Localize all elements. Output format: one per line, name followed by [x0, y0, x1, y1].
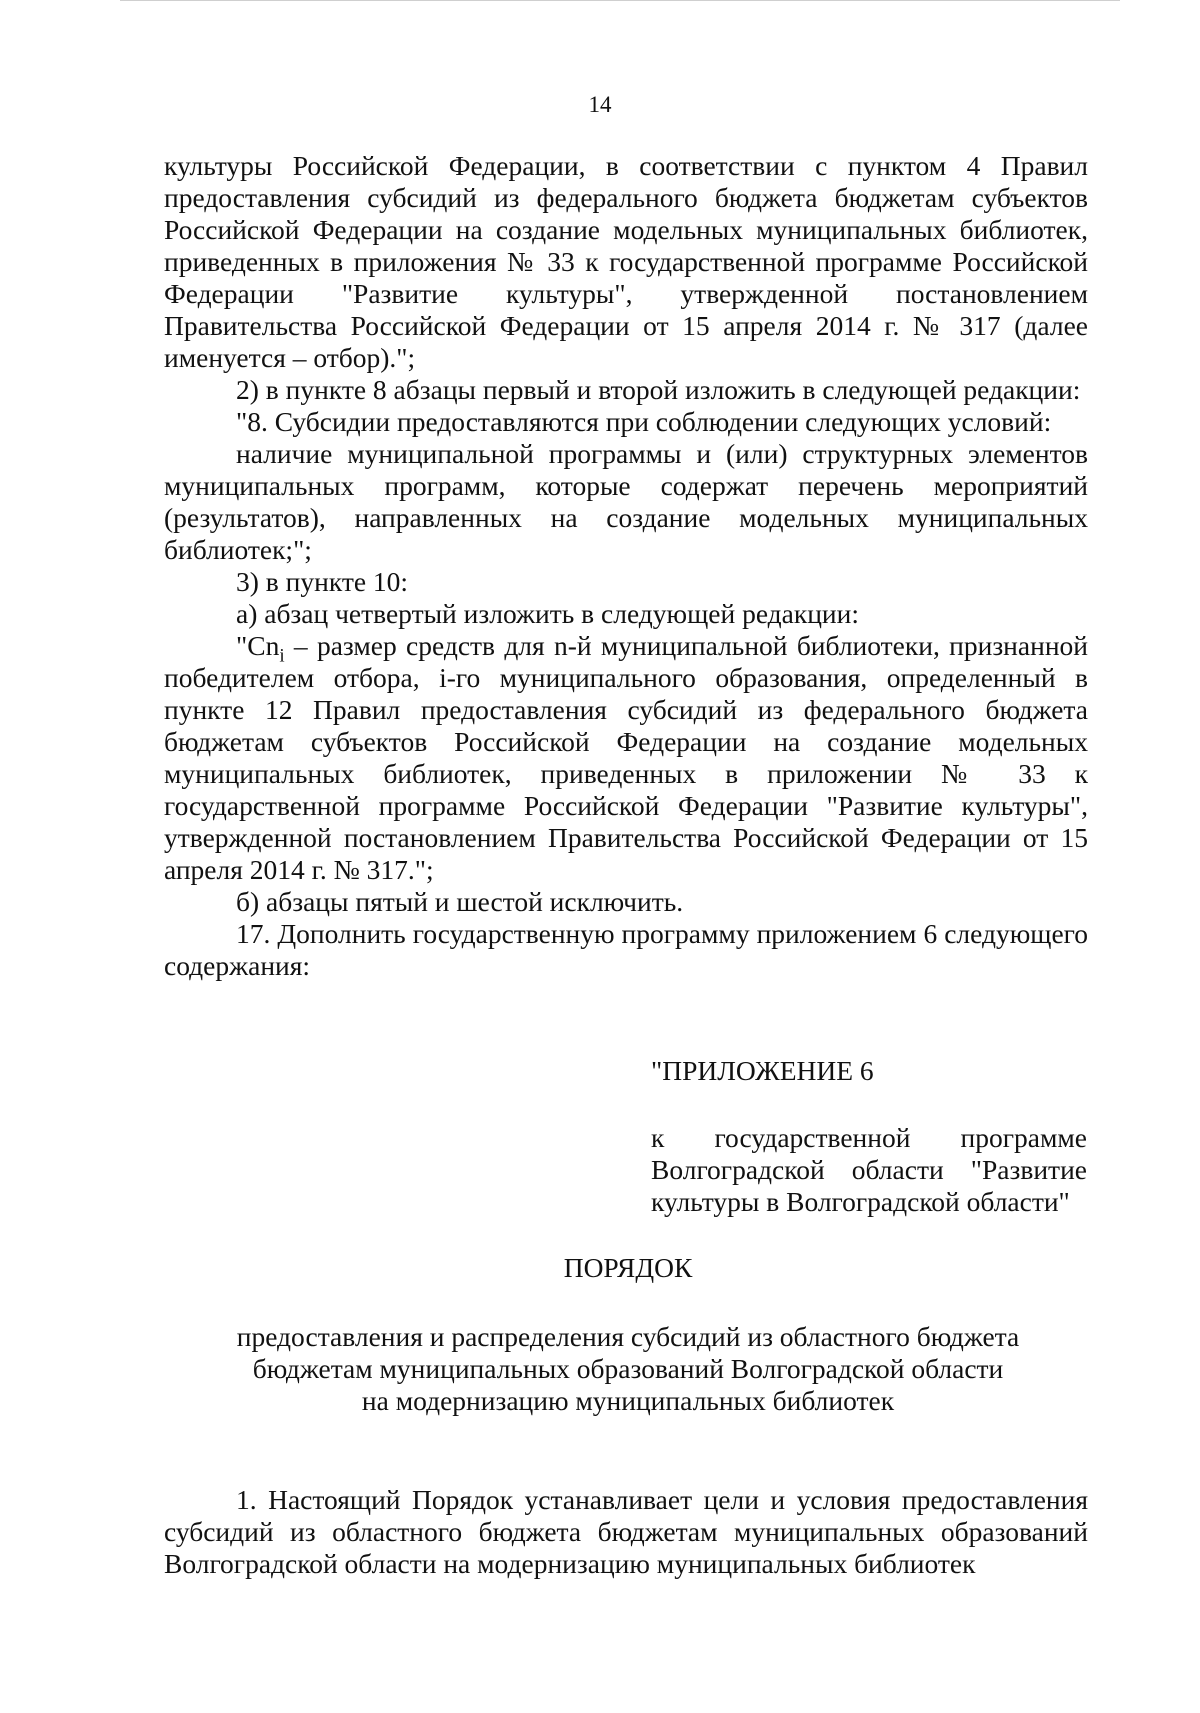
paragraph-item-3a: а) абзац четвертый изложить в следующей редакции: — [236, 598, 860, 629]
paragraph-continuation: культуры Российской Федерации, в соответствии с пунктом 4 Правил предоставления субсидий из федерального бюджета бюджетам субъектов Российской Федерации на создание модельных муниципальных библиотек, приведенных в приложения № 33 к государственной программе Российской Федерации "Развитие культуры", утвержденной постановлением Правительства Российской Федерации от 15 апреля 2014 г. № 317 (далее именуется – отбор)."; — [164, 150, 1088, 373]
order-subtitle — [0, 1321, 1200, 1417]
cni-rest: – размер средств для n-й муниципальной библиотеки, признанной победителем отбора, i-го муниципального образования, определенный в пункте 12 Правил предоставления субсидий из федерального бюджета бюджетам субъектов Российской Федерации на создание модельных муниципальных библиотек, приведенных в приложении № 33 к государственной программе Российской Федерации "Развитие культуры", утвержденной постановлением Правительства Российской Федерации от 15 апреля 2014 г. № 317."; — [164, 630, 1088, 885]
cni-prefix: "Cn — [236, 630, 280, 661]
paragraph-item-3b: б) абзацы пятый и шестой исключить. — [236, 886, 684, 917]
order-subtitle-line: на модернизацию муниципальных библиотек — [361, 1385, 895, 1416]
order-subtitle-line: предоставления и распределения субсидий из областного бюджета — [236, 1321, 1020, 1352]
appendix-title: "ПРИЛОЖЕНИЕ 6 — [651, 1055, 874, 1086]
paragraph-quoted-8: "8. Субсидии предоставляются при соблюдении следующих условий: — [236, 406, 1052, 437]
paragraph-item-2: 2) в пункте 8 абзацы первый и второй изложить в следующей редакции: — [236, 374, 1081, 405]
order-title: ПОРЯДОК — [563, 1252, 693, 1283]
appendix-reference: к государственной программе Волгоградской области "Развитие культуры в Волгоградской области" — [651, 1122, 1087, 1217]
main-text-block — [164, 150, 1088, 982]
order-paragraph-1: 1. Настоящий Порядок устанавливает цели и условия предоставления субсидий из областного бюджета бюджетам муниципальных образований Волгоградской области на модернизацию муниципальных библиотек — [164, 1484, 1088, 1579]
page-number: 14 — [588, 92, 612, 117]
scan-top-edge-line — [120, 0, 1120, 1]
paragraph-condition: наличие муниципальной программы и (или) структурных элементов муниципальных программ, которые содержат перечень мероприятий (результатов), направленных на создание модельных муниципальных библиотек;"; — [164, 438, 1088, 565]
paragraph-item-3: 3) в пункте 10: — [236, 566, 409, 597]
order-paragraph-1-block — [164, 1484, 1088, 1580]
order-subtitle-line: бюджетам муниципальных образований Волгоградской области — [252, 1353, 1004, 1384]
paragraph-cni-definition — [164, 630, 1088, 886]
paragraph-item-17: 17. Дополнить государственную программу приложением 6 следующего содержания: — [164, 918, 1088, 981]
cni-subscript: i — [279, 645, 285, 667]
